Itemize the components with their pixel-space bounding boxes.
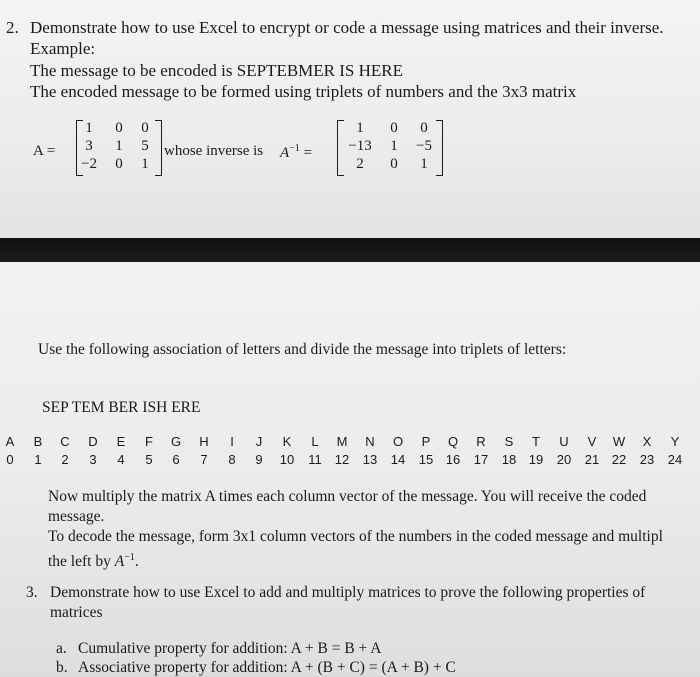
number-cell: 9 [255,452,263,467]
decode-var: A [114,553,125,571]
letter-cell: Q [447,434,459,449]
letter-cell: O [392,434,404,449]
number-cell: 14 [390,452,406,467]
matrix-inv-cell: 0 [390,156,398,172]
number-cell: 12 [334,452,350,467]
letter-cell: E [116,434,126,449]
letter-cell: K [282,434,292,449]
letter-cell: L [311,434,319,449]
matrix-a-cell: 0 [141,120,149,136]
number-cell: 23 [639,452,655,467]
inverse-var: A [280,145,290,161]
multiply-line-2: message. [48,508,105,525]
letter-cell: P [421,434,431,449]
letter-cell: N [365,434,375,449]
matrix-inv-cell: 2 [356,156,364,172]
letter-cell: M [336,434,348,449]
number-cell: 3 [89,452,97,467]
decode-period: . [134,553,139,571]
q3-item-b-label: b. [56,659,68,676]
decode-line-1: To decode the message, form 3x1 column vectors of the numbers in the coded message and multipl [48,528,663,545]
matrix-inv-cell: 0 [390,120,398,136]
decode-line-2 [48,548,139,571]
matrix-a-cell: 5 [141,138,149,154]
letter-cell: H [199,434,209,449]
inverse-equals: = [303,145,313,161]
decode-text: the left by [48,553,111,571]
letters-row [0,434,700,452]
number-cell: 17 [473,452,489,467]
number-cell: 16 [445,452,461,467]
whose-inverse-text: whose inverse is [164,143,264,159]
letter-cell: U [559,434,569,449]
matrix-a-cell: 1 [141,156,149,172]
number-cell: 18 [501,452,517,467]
matrix-inv-cell: 0 [420,120,428,136]
letter-cell: C [60,434,70,449]
q3-number: 3. [26,584,38,601]
matrix-a-cell: −2 [81,156,97,172]
number-cell: 5 [145,452,153,467]
number-cell: 2 [61,452,69,467]
letter-cell: F [145,434,153,449]
matrix-a-cell: 1 [115,138,123,154]
q3-item-a-label: a. [56,640,67,657]
letter-cell: W [612,434,626,449]
multiply-line-1: Now multiply the matrix A times each column vector of the message. You will receive the coded [48,488,647,505]
number-cell: 0 [6,452,14,467]
letter-cell: Y [670,434,680,449]
letter-cell: J [255,434,263,449]
matrix-a-cell: 0 [115,156,123,172]
q2-message-line: The message to be encoded is SEPTEBMER IS HERE [30,61,404,80]
matrix-inv-cell: −13 [348,138,372,154]
message-triplets: SEP TEM BER ISH ERE [42,399,201,416]
letter-cell: A [5,434,15,449]
number-cell: 19 [528,452,544,467]
number-cell: 24 [667,452,683,467]
matrix-inv-cell: 1 [356,120,364,136]
number-cell: 6 [172,452,180,467]
matrix-a [76,120,162,176]
q3-heading-cont: matrices [50,604,103,621]
matrix-inv-cell: 1 [390,138,398,154]
letter-cell: I [230,434,234,449]
matrix-a-cell: 3 [85,138,93,154]
decode-sup: −1 [124,552,135,563]
number-cell: 10 [279,452,295,467]
letter-cell: R [476,434,486,449]
letter-cell: X [642,434,652,449]
matrix-a-cell: 1 [85,120,93,136]
number-cell: 15 [418,452,434,467]
q2-example-label: Example: [30,39,96,58]
page-gap-band [0,238,700,262]
association-instruction: Use the following association of letters and divide the message into triplets of letters: [38,341,567,358]
q3-item-b: Associative property for addition: A + (B + C) = (A + B) + C [78,659,456,676]
inverse-sup: −1 [289,143,300,154]
number-cell: 13 [362,452,378,467]
letter-cell: D [88,434,98,449]
matrix-a-label: A = [33,143,56,159]
matrix-inverse [337,120,443,176]
numbers-row [0,452,700,470]
number-cell: 22 [611,452,627,467]
matrix-a-cell: 0 [115,120,123,136]
number-cell: 21 [584,452,600,467]
q3-item-a: Cumulative property for addition: A + B = B + A [78,640,382,657]
q2-encoded-line: The encoded message to be formed using triplets of numbers and the 3x3 matrix [30,82,577,101]
number-cell: 4 [117,452,125,467]
letter-cell: V [587,434,597,449]
matrix-inv-cell: 1 [420,156,428,172]
letter-cell: G [170,434,182,449]
q3-heading: Demonstrate how to use Excel to add and multiply matrices to prove the following properties of [50,584,646,601]
q2-number: 2. [6,18,19,37]
matrix-inv-cell: −5 [416,138,432,154]
number-cell: 7 [200,452,208,467]
inverse-label [280,143,312,162]
number-cell: 1 [34,452,42,467]
number-cell: 20 [556,452,572,467]
number-cell: 8 [228,452,236,467]
letter-cell: B [33,434,43,449]
q2-heading: Demonstrate how to use Excel to encrypt or code a message using matrices and their inverse. [30,18,664,37]
letter-cell: S [504,434,514,449]
letter-cell: T [532,434,540,449]
number-cell: 11 [308,452,322,467]
